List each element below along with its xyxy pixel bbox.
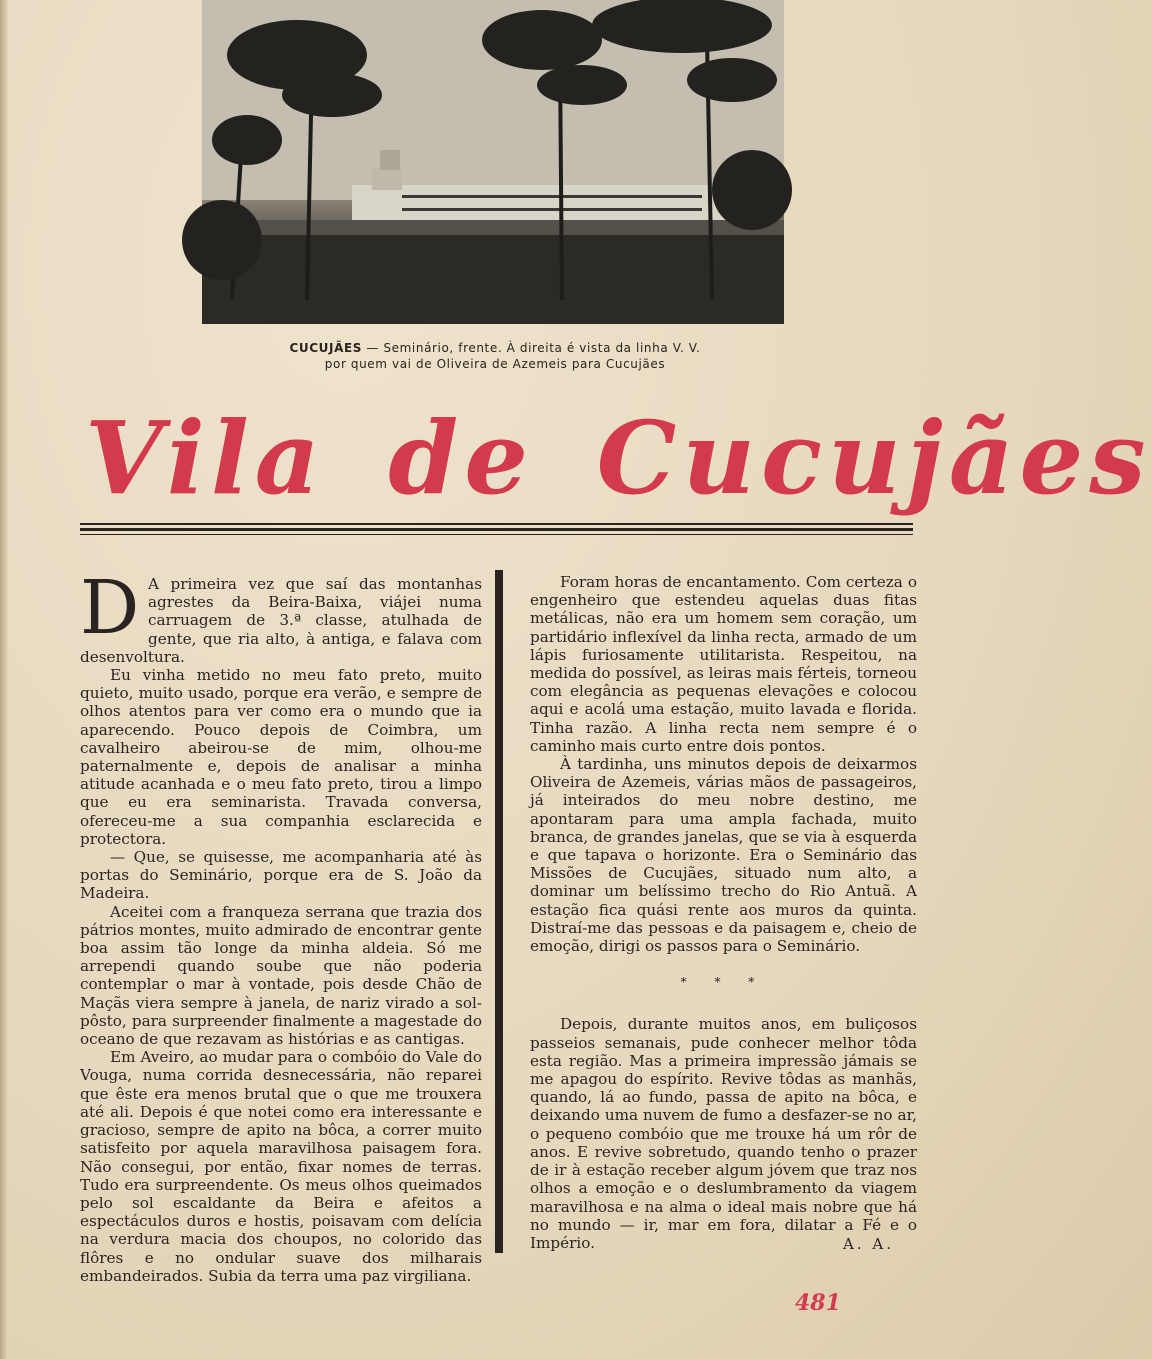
paragraph: Foram horas de encantamento. Com certeza o engenheiro que estendeu aquelas duas fitas metálicas, não era um homem sem coração, um partidário inflexível da linha recta, armado de um lápis furiosamente utilitarista. Respeitou, na medida do possível, as leiras mais férteis, torneou com elegância as pequenas elevações e colocou aqui e acolá uma estação, muito lavada e florida. Tinha razão. A linha recta nem sempre é o caminho mais curto entre dois pontos. bbox=[530, 573, 917, 755]
paragraph: Eu vinha metido no meu fato preto, muito quieto, muito usado, porque era verão, e sempre de olhos atentos para ver como era o mundo que ia aparecendo. Pouco depois de Coimbra, um cavalheiro abeirou-se de mim, olhou-me paternalmente e, depois de analisar a minha atitude acanhada e o meu fato preto, tirou a limpo que eu era seminarista. Travada conversa, ofereceu-me a sua companhia esclarecida e protectora. bbox=[80, 666, 482, 848]
paragraph: Depois, durante muitos anos, em buliçosos passeios semanais, pude conhecer melhor tôda esta região. Mas a primeira impressão jámais se me apagou do espírito. Revive tôdas as manhãs, quando, lá ao fundo, passa de apito na bôca, e deixando uma nuvem de fumo a desfazer-se no ar, o pequeno combóio que me trouxe há um rôr de anos. E revive sobretudo, quando tenho o prazer de ir à estação receber algum jóvem que traz nos olhos a emoção e o deslumbramento da viagem maravilhosa e na alma o ideal mais nobre que há no mundo — ir, mar em fora, dilatar a Fé e o Império. bbox=[530, 1015, 917, 1252]
caption-line-1-rest: — Seminário, frente. À direita é vista da linha V. V. bbox=[362, 341, 701, 355]
page-number: 481 bbox=[795, 1290, 841, 1316]
author-signature: A. A. bbox=[843, 1235, 894, 1253]
title-rule-middle bbox=[80, 528, 913, 531]
paragraph: À tardinha, uns minutos depois de deixarmos Oliveira de Azemeis, várias mãos de passageiros, já inteirados do meu nobre destino, me apontaram para uma ampla fachada, muito branca, de grandes janelas, que se via à esquerda e que tapava o horizonte. Era o Seminário das Missões de Cucujães, situado num alto, a dominar um belíssimo trecho do Rio Antuã. A estação fica quási rente aos muros da quinta. Distraí-me das pessoas e da paisagem e, cheio de emoção, dirigi os passos para o Seminário. bbox=[530, 755, 917, 956]
paragraph: Aceitei com a franqueza serrana que trazia dos pátrios montes, muito admirado de encontrar gente boa assim tão longe da minha aldeia. Só me arrependi quando soube que não poderia contemplar o mar à vontade, pois desde Chão de Maçãs viera sempre à janela, de nariz virado a sol-pôsto, para surpreender finalmente a magestade do oceano de que rezavam as histórias e as cantigas. bbox=[80, 902, 482, 1049]
caption-line-1 bbox=[200, 340, 790, 356]
article-column-left bbox=[80, 565, 482, 1285]
article-title: Vila de Cucujães bbox=[85, 399, 1152, 517]
seminary-photo bbox=[202, 0, 784, 324]
caption-place: CUCUJÃES bbox=[289, 341, 363, 355]
paragraph: Em Aveiro, ao mudar para o combóio do Vale do Vouga, numa corrida desnecessária, não reparei que êste era menos brutal que o que me trouxera até ali. Depois é que notei como era interessante e gracioso, sempre de apito na bôca, a correr muito satisfeito por aquela maravilhosa paisagem fora. Não consegui, por então, fixar nomes de terras. Tudo era surpreendente. Os meus olhos queimados pelo sol escaldante da Beira e afeitos a espectáculos duros e hostis, poisavam com delícia na verdura macia dos choupos, no colorido das flôres e no ondular suave dos milharais embandeirados. Subia da terra uma paz virgiliana. bbox=[80, 1048, 482, 1285]
column-divider bbox=[495, 570, 503, 1253]
caption-line-2: por quem vai de Oliveira de Azemeis para Cucujães bbox=[324, 357, 666, 371]
photo-caption bbox=[200, 340, 790, 372]
drop-cap: D bbox=[80, 565, 140, 651]
title-rule-bottom bbox=[80, 534, 913, 535]
section-separator: * * * bbox=[680, 975, 767, 990]
title-rule-top bbox=[80, 523, 913, 525]
paragraph: — Que, se quisesse, me acompanharia até às portas do Seminário, porque era de S. João da Madeira. bbox=[80, 848, 482, 903]
page-edge bbox=[0, 0, 8, 1359]
paragraph: A primeira vez que saí das montanhas agrestes da Beira-Baixa, viájei numa carruagem de 3.ª classe, atulhada de gente, que ria alto, à antiga, e falava com desenvoltura. bbox=[80, 575, 482, 666]
article-column-right bbox=[530, 573, 917, 1252]
